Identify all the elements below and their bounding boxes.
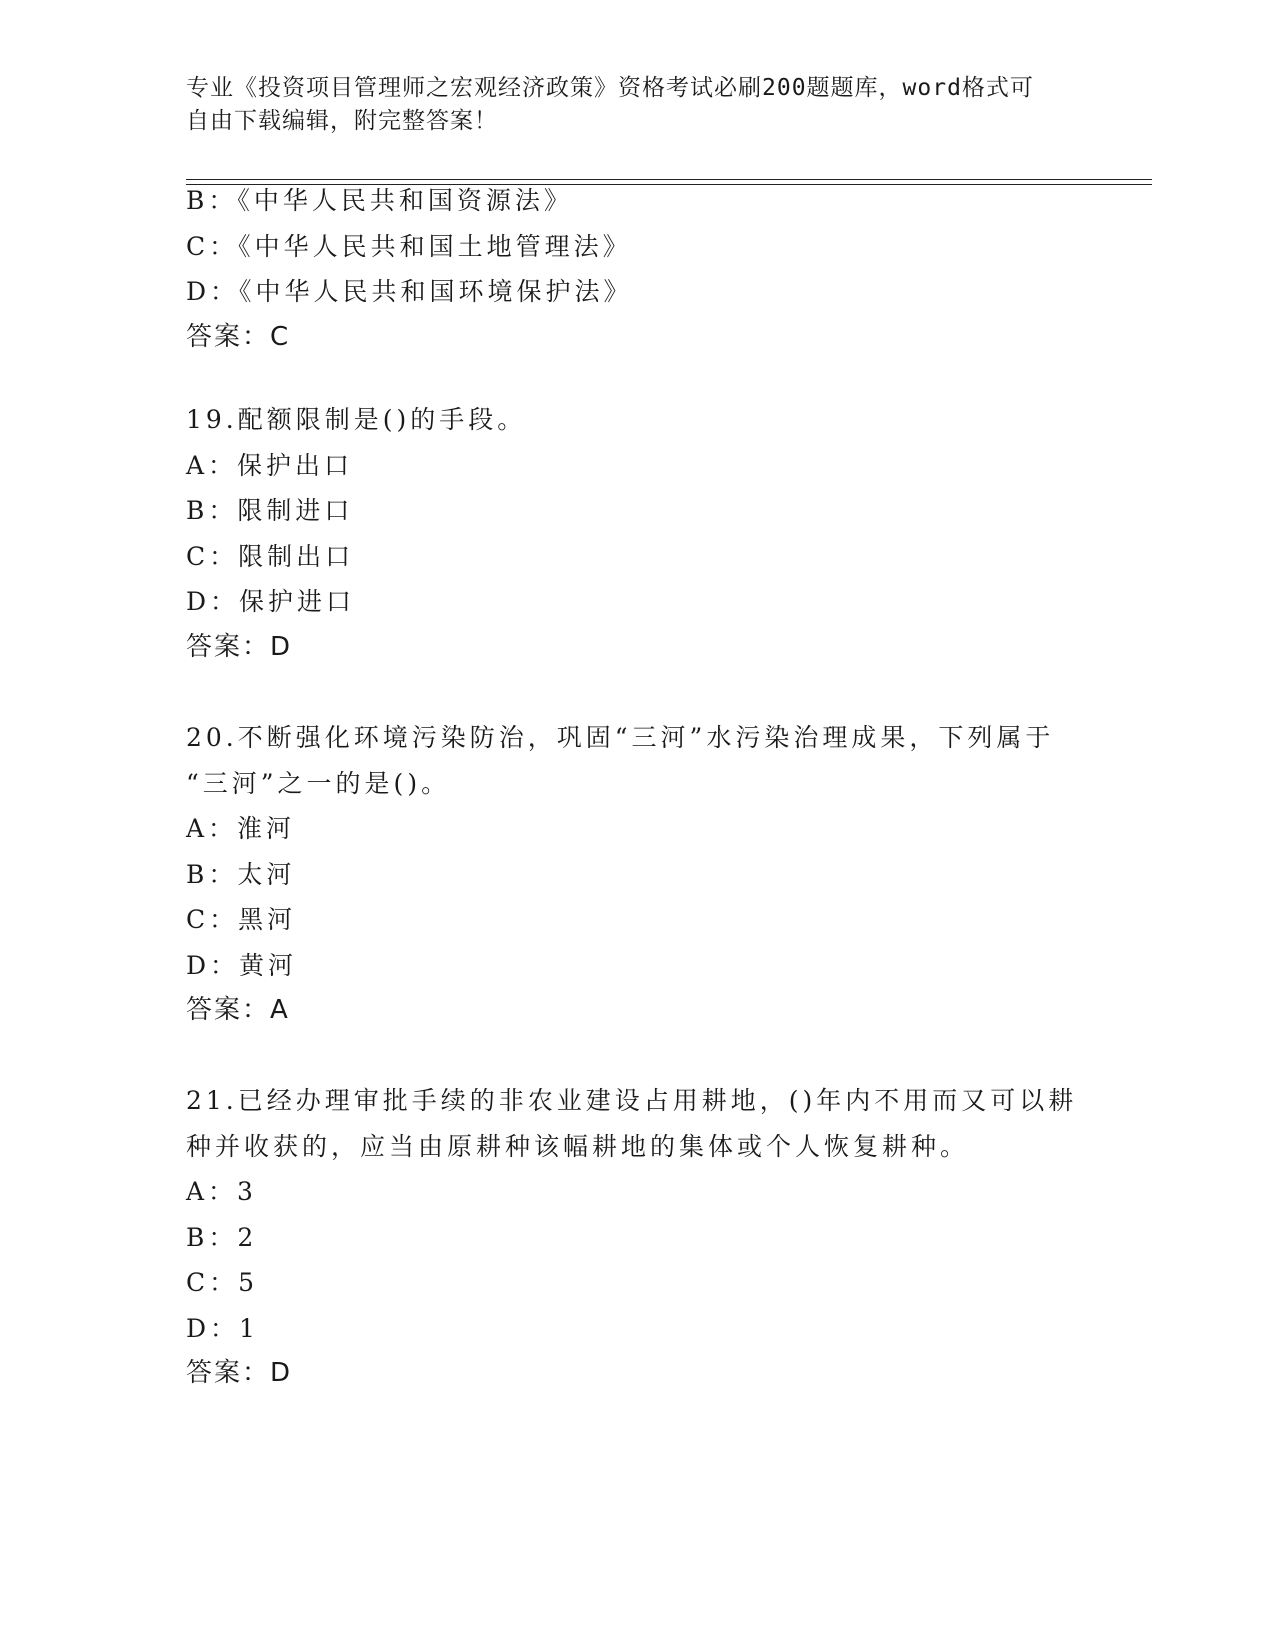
answer: 答案：A <box>186 995 290 1025</box>
question-text: 19.配额限制是()的手段。 <box>186 405 527 434</box>
question-21 <box>186 1078 1086 1397</box>
option-c: C：《中华人民共和国土地管理法》 <box>186 231 632 261</box>
option-a: A：保护出口 <box>186 450 354 480</box>
header-line-2: 自由下载编辑，附完整答案！ <box>186 108 498 134</box>
option-d: D：《中华人民共和国环境保护法》 <box>186 277 633 306</box>
question-text-line-2: 种并收获的，应当由原耕种该幅耕地的集体或个人恢复耕种。 <box>186 1131 970 1161</box>
question-20 <box>186 715 1086 1034</box>
question-18-tail <box>186 178 1086 360</box>
header-line-1: 专业《投资项目管理师之宏观经济政策》资格考试必刷200题题库，word格式可 <box>186 75 1034 101</box>
answer: 答案：C <box>186 321 291 352</box>
option-c: C：黑河 <box>186 905 297 934</box>
option-a: A：淮河 <box>186 814 296 843</box>
document-header <box>186 72 1086 138</box>
option-b: B：《中华人民共和国资源法》 <box>186 186 573 215</box>
question-19 <box>186 397 1086 670</box>
answer: 答案：D <box>186 1358 293 1388</box>
question-text-line-2: “三河”之一的是()。 <box>186 768 451 798</box>
option-b: B：2 <box>186 1222 258 1252</box>
question-text-line-1: 21.已经办理审批手续的非农业建设占用耕地，()年内不用而又可以耕 <box>186 1086 1078 1115</box>
option-a: A：3 <box>186 1177 257 1206</box>
answer: 答案：D <box>186 631 293 662</box>
option-d: D：黄河 <box>186 950 298 980</box>
option-c: C：限制出口 <box>186 541 355 571</box>
option-d: D：1 <box>186 1313 259 1343</box>
option-c: C：5 <box>186 1268 259 1297</box>
option-b: B：太河 <box>186 859 296 889</box>
option-b: B：限制进口 <box>186 496 354 525</box>
question-text-line-1: 20.不断强化环境污染防治，巩固“三河”水污染治理成果，下列属于 <box>186 723 1055 752</box>
option-d: D：保护进口 <box>186 587 356 616</box>
